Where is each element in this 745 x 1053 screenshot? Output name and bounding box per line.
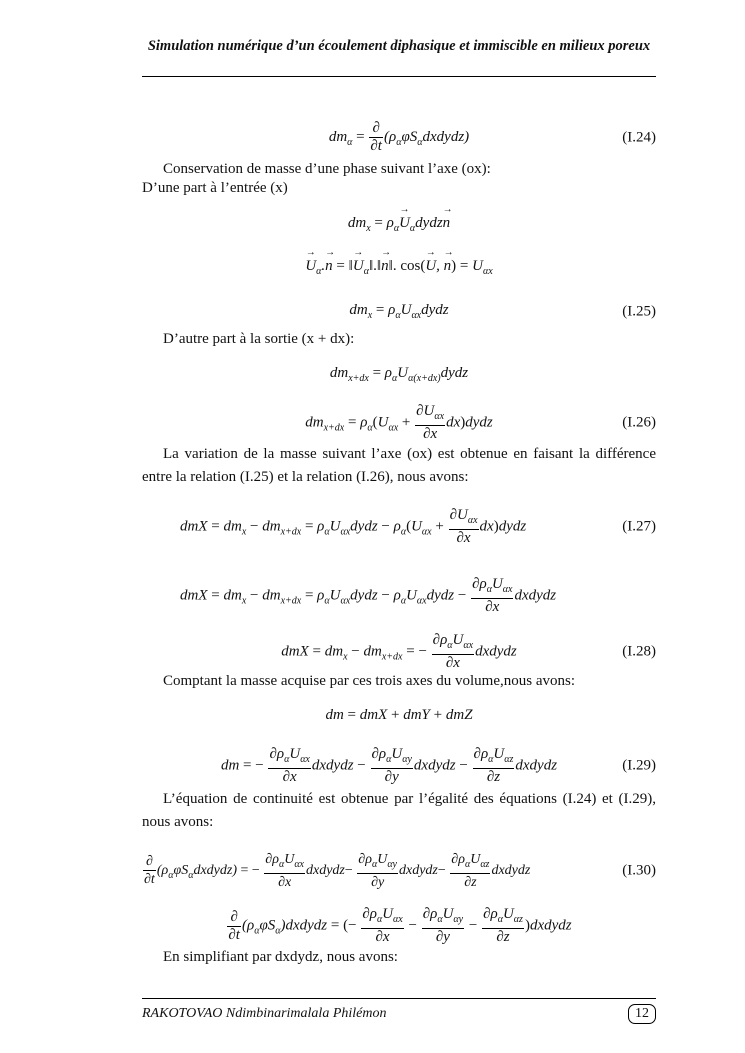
- equation-number: (I.28): [622, 643, 656, 660]
- equation-number: (I.29): [622, 757, 656, 774]
- equation-I26: $dm_{x+dx} = \rho_\alpha(U_{\alpha x}$ + $\frac{\partial U_{\alpha x}}{\partial x}$ dx)dydz (I.26): [305, 403, 656, 442]
- equation-I27: dmX = $dm_x - dm_{x+dx}$ = $\rho_\alpha U_{\alpha x}dydz - \rho_\alpha(U_{\alpha x}$ + $\frac{\partial U_{\alpha x}}{\partial x}$ dx)dydz (I.27): [180, 507, 656, 546]
- paragraph: D’autre part à la sortie (x + dx):: [163, 331, 355, 347]
- equation-number: (I.26): [622, 414, 656, 431]
- paragraph: En simplifiant par dxdydz, nous avons:: [163, 949, 398, 965]
- equation-I29: dm = − $\frac{\partial\rho_\alpha U_{\alpha x}}{\partial x}$ dxdydz − $\frac{\partial\rho_\alpha U_{\alpha y}}{\partial y}$ dxdydz − $\frac{\partial\rho_\alpha U_{\alpha z}}{\partial z}$ dxdydz (I.29): [220, 746, 656, 785]
- equation-dm-sum: dm = dmX + dmY + dmZ: [325, 707, 473, 723]
- running-header: Simulation numérique d’un écoulement diphasique et immiscible en milieux poreux: [147, 38, 651, 54]
- equation-dmx-vector: $dm_x = \rho_\alpha\to$ $U_\alpha dydz\to n$: [142, 215, 656, 234]
- equation-dmX-expanded: dmX = $dm_x - dm_{x+dx}$ = $\rho_\alpha U_{\alpha x}dydz$ − $\rho_\alpha U_{\alpha x}dydz$ − $\frac{\partial\rho_\alpha U_{\alpha x}}{\partial x}$ dxdydz: [180, 576, 557, 615]
- paragraph: D’une part à l’entrée (x): [142, 180, 288, 196]
- equation-number: (I.30): [622, 862, 656, 879]
- equation-I24: $dm_\alpha$ = $\frac{\partial}{\partial t}$ $(\rho_\alpha\varphi S_\alpha dxdydz)$ (I.24): [328, 120, 656, 154]
- author-name: RAKOTOVAO Ndimbinarimalala Philémon: [142, 1006, 387, 1021]
- paragraph: Conservation de masse d’une phase suivant l’axe (ox):: [163, 161, 491, 177]
- paragraph: Comptant la masse acquise par ces trois axes du volume,nous avons:: [163, 673, 575, 689]
- paragraph: La variation de la masse suivant l’axe (ox) est obtenue en faisant la différence entre la relation (I.25) et la relation (I.26), nous avons:: [142, 446, 656, 485]
- footer-rule: [142, 998, 656, 999]
- equation-I28: dmX = $dm_x - dm_{x+dx}$ = − $\frac{\partial\rho_\alpha U_{\alpha x}}{\partial x}$ dxdydz (I.28): [281, 632, 656, 671]
- equation-number: (I.27): [622, 518, 656, 535]
- equation-number: (I.25): [622, 303, 656, 319]
- equation-number: (I.24): [622, 129, 656, 145]
- equation-simplified: $\frac{\partial}{\partial t}$ $(\rho_\alpha\varphi S_\alpha)dxdydz$ = (− $\frac{\partial\rho_\alpha U_{\alpha x}}{\partial x}$ − $\frac{\partial\rho_\alpha U_{\alpha y}}{\partial y}$ − $\frac{\partial\rho_\alpha U_{\alpha z}}{\partial z}$ )dxdydz: [228, 906, 572, 945]
- equation-dmxdx: $dm_{x+dx}$ = $\rho_\alpha U_{\alpha(x+dx)}dydz$: [329, 365, 469, 384]
- paragraph: L’équation de continuité est obtenue par l’égalité des équations (I.24) et (I.29), nous avons:: [142, 791, 656, 830]
- equation-I30: $\frac{\partial}{\partial t}$ $(\rho_\alpha\varphi S_\alpha dxdydz)$ = − $\frac{\partial\rho_\alpha U_{\alpha x}}{\partial x}$ dxdydz− $\frac{\partial\rho_\alpha U_{\alpha y}}{\partial y}$ dxdydz− $\frac{\partial\rho_\alpha U_{\alpha z}}{\partial z}$ dxdydz (I.30): [144, 852, 656, 890]
- page-footer: [142, 1003, 656, 1027]
- page-number: 12: [628, 1004, 656, 1024]
- header-rule: [142, 76, 656, 77]
- equation-dot-product: → $U_\alpha.\to n$ = ‖→ $U_\alpha‖.‖\to$ n‖. cos(→ U, → $n) = U_{\alpha x}$: [142, 258, 656, 277]
- equation-I25: $dm_x$ = $\rho_\alpha U_{\alpha x}dydz$ (I.25): [349, 302, 656, 321]
